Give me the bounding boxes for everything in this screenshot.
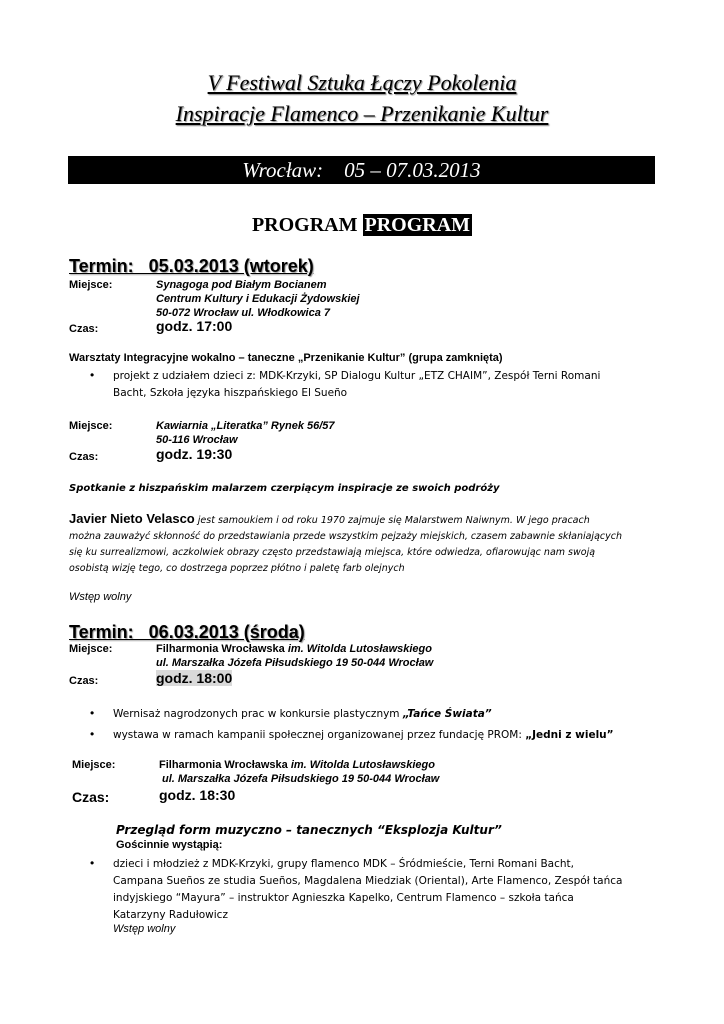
place-venue: Filharmonia Wrocławska <box>159 759 291 771</box>
exhibition-item <box>113 706 492 723</box>
bullet: • <box>90 706 95 720</box>
artist-desc: osobistą wizję tego, co dostrzega poprzez płótno i paletę farb olejnych <box>69 563 405 574</box>
place-line: Centrum Kultury i Edukacji Żydowskiej <box>156 293 360 305</box>
artist-desc: jest samoukiem i od roku 1970 zajmuje się Malarstwem Naiwnym. W jego pracach <box>194 515 590 526</box>
city-dates-band: Wrocław: 05 – 07.03.2013 <box>68 156 655 184</box>
time-label: Czas: <box>69 451 99 463</box>
workshop-line: projekt z udziałem dzieci z: MDK-Krzyki, SP Dialogu Kultur „ETZ CHAIM”, Zespół Terni Romani <box>113 370 601 382</box>
free-entry: Wstęp wolny <box>113 923 176 935</box>
termin-day1: Termin: 05.03.2013 (wtorek) <box>69 256 314 276</box>
artist-desc: się ku surrealizmowi, aczkolwiek obrazy często przedstawiają miejsca, które odwiedza, ofiarowując nam swoją <box>69 547 596 558</box>
artist-desc: można zauważyć skłonność do przedstawiania przede wszystkim pejzaży miejskich, czasem zabawnie skłaniających <box>69 531 622 542</box>
guests-line: indyjskiego “Mayura” – instruktor Agnieszka Kapelko, Centrum Flamenco – szkoła tańca <box>113 892 574 904</box>
workshop-title: Warsztaty Integracyjne wokalno – taneczne „Przenikanie Kultur” (grupa zamknięta) <box>69 352 503 364</box>
workshop-line: Bacht, Szkoła języka hiszpańskiego El Sueño <box>113 387 348 399</box>
place-line: Kawiarnia „Literatka” Rynek 56/57 <box>156 420 335 432</box>
workshop-description <box>113 368 600 402</box>
program-heading <box>0 214 724 237</box>
festival-title: V Festiwal Sztuka Łączy Pokolenia <box>207 70 517 95</box>
place-venue: Filharmonia Wrocławska <box>156 643 288 655</box>
guests-line: Katarzyny Radułowicz <box>113 909 228 921</box>
place-line: Synagoga pod Białym Bocianem <box>156 279 327 291</box>
review-title: Przegląd form muzyczno – tanecznych “Eksplozja Kultur” <box>116 823 502 837</box>
place-venue-patron: im. Witolda Lutosławskiego <box>287 643 432 655</box>
time-highlight: godz. 18:00 <box>156 670 233 686</box>
guests-line: Campana Sueños ze studia Sueños, Magdalena Miedziak (Oriental), Arte Flamenco, Zespół tańca <box>113 875 623 887</box>
guests-list <box>113 856 655 924</box>
place-label: Miejsce: <box>69 643 113 655</box>
time-value: godz. 18:30 <box>159 787 236 803</box>
place-line <box>156 643 432 656</box>
bullet: • <box>90 368 95 382</box>
meeting-title: Spotkanie z hiszpańskim malarzem czerpiącym inspiracje ze swoich podróży <box>69 483 500 494</box>
place-label: Miejsce: <box>69 420 113 432</box>
time-value: godz. 19:30 <box>156 446 233 462</box>
place-line: ul. Marszałka Józefa Piłsudskiego 19 50-044 Wrocław <box>156 657 434 669</box>
bullet: • <box>90 727 95 741</box>
bullet: • <box>90 856 95 870</box>
program-word-inverted: PROGRAM <box>364 214 471 236</box>
place-label: Miejsce: <box>72 759 116 771</box>
program-word: PROGRAM <box>251 214 358 236</box>
place-line <box>159 759 435 772</box>
time-label: Czas: <box>69 323 99 335</box>
time-label: Czas: <box>72 789 110 805</box>
item-emphasis: „Tańce Świata” <box>402 708 492 720</box>
festival-subtitle: Inspiracje Flamenco – Przenikanie Kultur <box>175 101 549 126</box>
guests-label: Gościnnie wystąpią: <box>116 839 223 851</box>
item-emphasis: „Jedni z wielu” <box>525 729 614 741</box>
item-text: wystawa w ramach kampanii społecznej organizowanej przez fundację PROM: <box>113 729 526 741</box>
artist-name: Javier Nieto Velasco <box>69 511 195 526</box>
place-line: 50-072 Wrocław ul. Włodkowica 7 <box>156 307 331 319</box>
place-line: ul. Marszałka Józefa Piłsudskiego 19 50-044 Wrocław <box>162 773 440 785</box>
exhibition-item <box>113 727 614 744</box>
time-value <box>156 672 232 685</box>
place-venue-patron: im. Witolda Lutosławskiego <box>290 759 435 771</box>
item-text: Wernisaż nagrodzonych prac w konkursie plastycznym <box>113 708 403 720</box>
artist-description <box>69 511 659 577</box>
guests-line: dzieci i młodzież z MDK-Krzyki, grupy flamenco MDK – Śródmieście, Terni Romani Bacht, <box>113 858 574 870</box>
place-label: Miejsce: <box>69 279 113 291</box>
termin-day2: Termin: 06.03.2013 (środa) <box>69 622 305 642</box>
free-entry: Wstęp wolny <box>69 591 132 603</box>
time-label: Czas: <box>69 675 99 687</box>
time-value: godz. 17:00 <box>156 318 233 334</box>
place-line: 50-116 Wrocław <box>156 434 238 446</box>
